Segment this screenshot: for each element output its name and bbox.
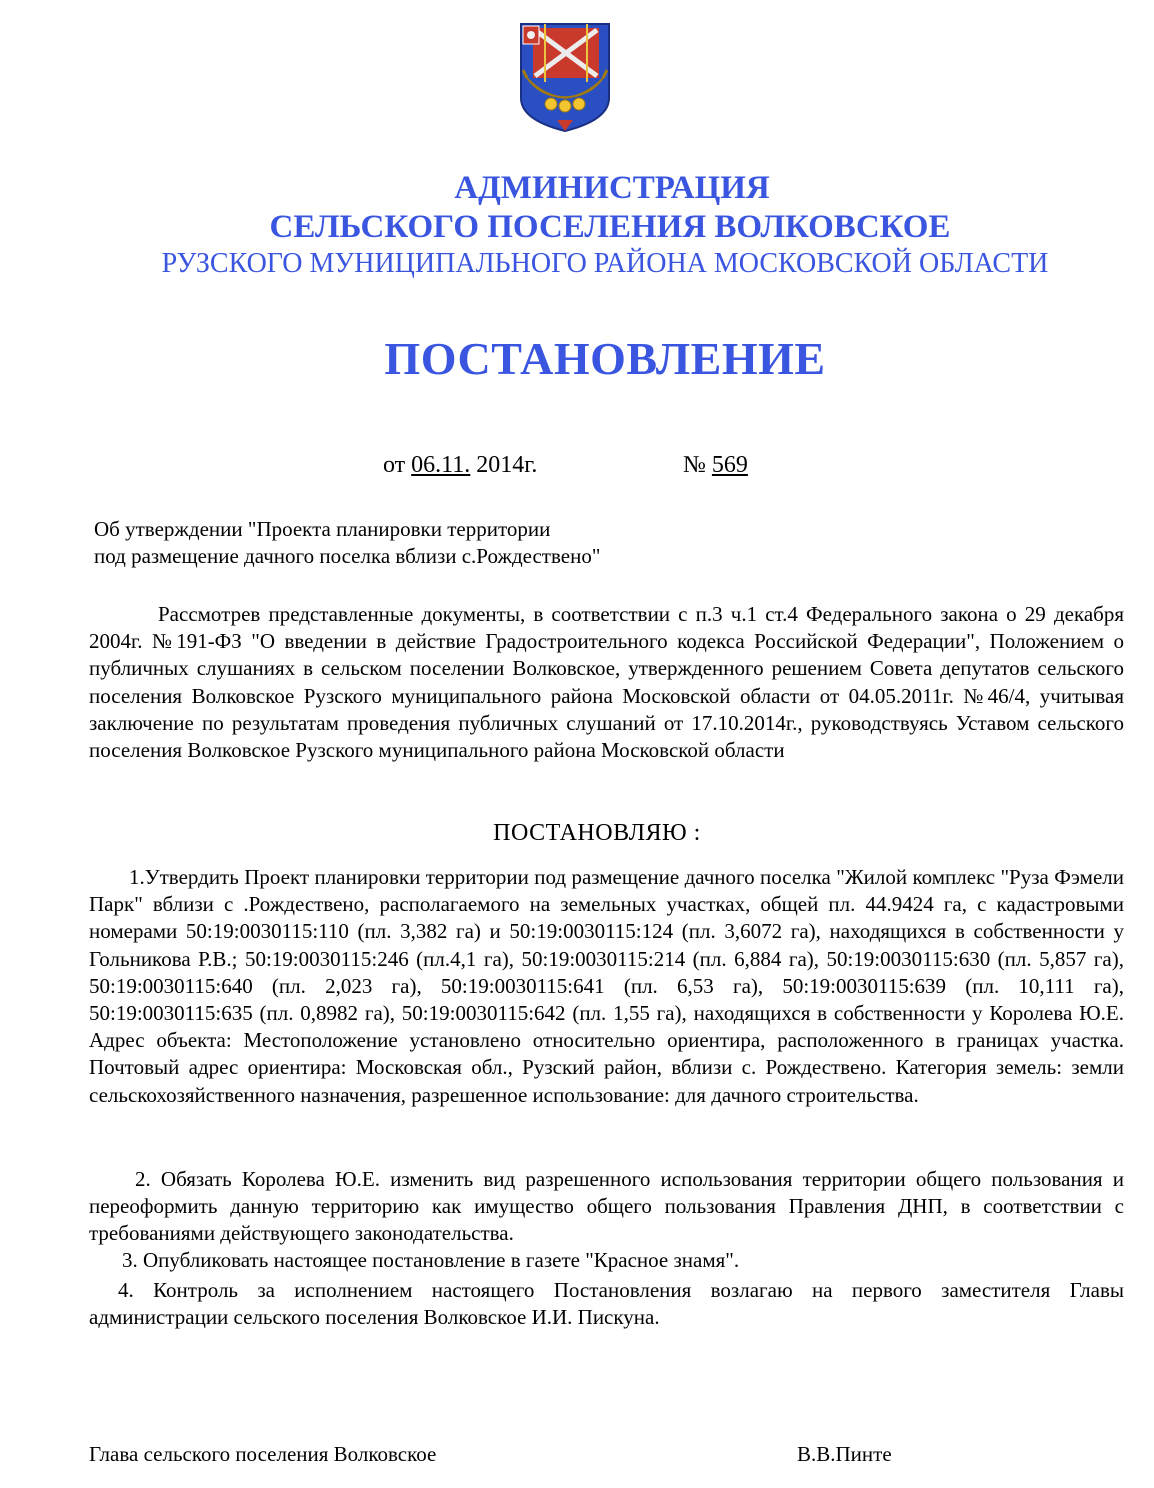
date-line [383, 452, 537, 479]
resolution-item-4: 4. Контроль за исполнением настоящего Постановления возлагаю на первого заместителя Главы администрации сельского поселения Волковское И.И. Пискуна. [89, 1278, 1124, 1330]
subject-block [94, 516, 600, 570]
resolution-item-2: 2. Обязать Королева Ю.Е. изменить вид разрешенного использования территории общего пользования и переоформить данную территорию как имущество общего пользования Правления ДНП, в соответствии с требованиями действующего законодательства. [89, 1167, 1124, 1246]
resolve-heading: ПОСТАНОВЛЯЮ : [493, 820, 701, 846]
header-district: РУЗСКОГО МУНИЦИПАЛЬНОГО РАЙОНА МОСКОВСКОЙ ОБЛАСТИ [161, 248, 1049, 279]
number-prefix: № [683, 452, 706, 478]
resolution-item-3: 3. Опубликовать настоящее постановление в газете "Красное знамя". [122, 1248, 740, 1272]
date-prefix: от [383, 452, 406, 478]
date-suffix: 2014г. [476, 452, 538, 478]
subject-line-1: Об утверждении "Проекта планировки территории [94, 517, 551, 541]
subject-line-2: под размещение дачного поселка вблизи с.Рождествено" [94, 544, 601, 568]
signature-position: Глава сельского поселения Волковское [89, 1442, 437, 1466]
document-type-title: ПОСТАНОВЛЕНИЕ [384, 333, 826, 384]
resolution-item-1: 1.Утвердить Проект планировки территории под размещение дачного поселка "Жилой комплекс "Руза Фэмели Парк" вблизи с .Рождествено, располагаемого на земельных участках, общей пл. 44.9424 га, с кадастровыми номерами 50:19:0030115:110 (пл. 3,382 га) и 50:19:0030115:124 (пл. 3,6072 га), находящихся в собственности у Гольникова Р.В.; 50:19:0030115:246 (пл.4,1 га), 50:19:0030115:214 (пл. 6,884 га), 50:19:0030115:630 (пл. 5,857 га), 50:19:0030115:640 (пл. 2,023 га), 50:19:0030115:641 (пл. 6,53 га), 50:19:0030115:639 (пл. 10,111 га), 50:19:0030115:635 (пл. 0,8982 га), 50:19:0030115:642 (пл. 1,55 га), находящихся в собственности у Королева Ю.Е. Адрес объекта: Местоположение установлено относительно ориентира, расположенного в границах участка. Почтовый адрес ориентира: Московская обл., Рузский район, вблизи с. Рождествено. Категория земель: земли сельскохозяйственного назначения, разрешенное использование: для дачного строительства. [89, 865, 1124, 1107]
signature-name: В.В.Пинте [797, 1442, 892, 1466]
header-administration: АДМИНИСТРАЦИЯ [454, 170, 770, 206]
date-value: 06.11. [411, 452, 471, 478]
coat-of-arms-emblem [519, 20, 611, 133]
header-settlement: СЕЛЬСКОГО ПОСЕЛЕНИЯ ВОЛКОВСКОЕ [269, 209, 951, 245]
number-value: 569 [711, 452, 748, 478]
preamble-paragraph: Рассмотрев представленные документы, в соответствии с п.3 ч.1 ст.4 Федерального закона о 29 декабря 2004г. №191-ФЗ "О введении в действие Градостроительного кодекса Российской Федерации", Положением о публичных слушаниях в сельском поселении Волковское, утвержденного решением Совета депутатов сельского поселения Волковское Рузского муниципального района Московской области от 04.05.2011г. №46/4, учитывая заключение по результатам проведения публичных слушаний от 17.10.2014г., руководствуясь Уставом сельского поселения Волковское Рузского муниципального района Московской области [89, 602, 1124, 763]
number-line [683, 452, 748, 479]
